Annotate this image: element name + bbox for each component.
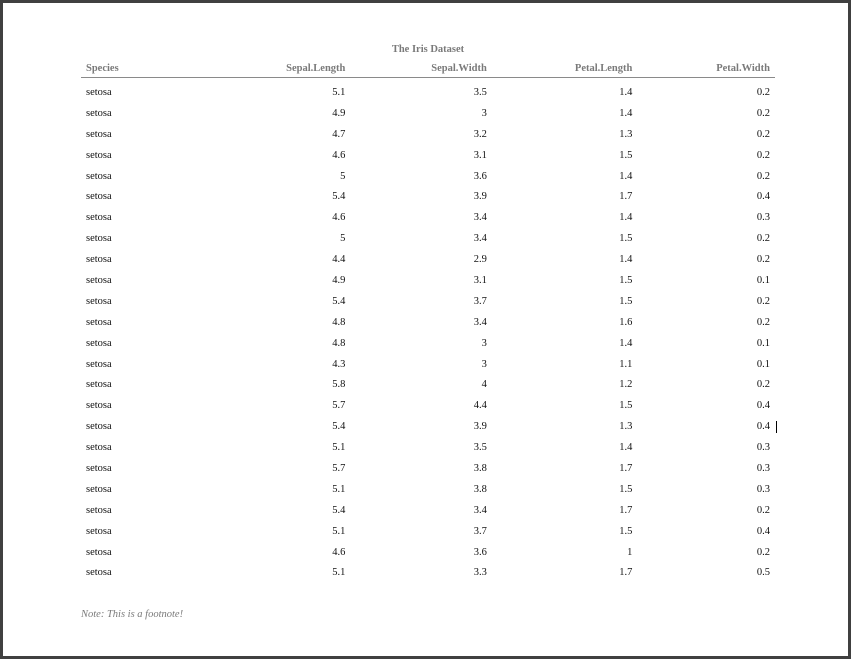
cell-sepal-length: 5.4 <box>332 421 346 433</box>
cell-petal-length: 1.5 <box>619 233 633 245</box>
table-row <box>81 500 775 521</box>
cell-sepal-length: 4.4 <box>332 254 346 266</box>
cell-sepal-length: 5 <box>340 170 346 182</box>
cell-sepal-length: 5.1 <box>332 483 346 495</box>
cell-sepal-length: 5.4 <box>332 191 346 203</box>
cell-species: setosa <box>86 462 112 474</box>
cell-sepal-length: 4.9 <box>332 107 346 119</box>
cell-petal-length: 1.5 <box>619 149 633 161</box>
cell-petal-width: 0.2 <box>756 86 770 98</box>
cell-species: setosa <box>86 400 112 412</box>
cell-species: setosa <box>86 421 112 433</box>
cell-petal-length: 1.1 <box>619 358 633 370</box>
cell-sepal-width: 3.8 <box>473 483 487 495</box>
cell-species: setosa <box>86 546 112 558</box>
cell-sepal-width: 3 <box>481 358 487 370</box>
cell-species: setosa <box>86 191 112 203</box>
table-header-row <box>81 60 775 78</box>
cell-sepal-width: 4.4 <box>473 400 487 412</box>
cell-petal-length: 1.4 <box>619 337 633 349</box>
cell-petal-width: 0.3 <box>756 483 770 495</box>
cell-petal-width: 0.2 <box>756 149 770 161</box>
cell-petal-length: 1.7 <box>619 191 633 203</box>
table-row <box>81 124 775 145</box>
cell-sepal-length: 4.8 <box>332 337 346 349</box>
cell-sepal-length: 5.1 <box>332 442 346 454</box>
cell-species: setosa <box>86 170 112 182</box>
cell-petal-width: 0.4 <box>756 525 770 537</box>
table-row <box>81 103 775 124</box>
cell-petal-width: 0.3 <box>756 212 770 224</box>
table-row <box>81 395 775 416</box>
cell-sepal-width: 3.1 <box>473 274 487 286</box>
cell-sepal-width: 3.4 <box>473 316 487 328</box>
cell-species: setosa <box>86 567 112 579</box>
cell-petal-width: 0.2 <box>756 316 770 328</box>
cell-sepal-width: 3.9 <box>473 191 487 203</box>
cell-petal-length: 1.5 <box>619 525 633 537</box>
cell-sepal-length: 4.7 <box>332 128 346 140</box>
table-row <box>81 479 775 500</box>
cell-species: setosa <box>86 525 112 537</box>
cell-sepal-length: 4.6 <box>332 546 346 558</box>
cell-sepal-length: 5.4 <box>332 295 346 307</box>
column-header-sepal-length: Sepal.Length <box>201 60 350 78</box>
cell-petal-width: 0.2 <box>756 379 770 391</box>
cell-petal-length: 1.3 <box>619 421 633 433</box>
table-row <box>81 270 775 291</box>
cell-sepal-width: 3.3 <box>473 567 487 579</box>
cell-sepal-length: 4.9 <box>332 274 346 286</box>
cell-sepal-width: 3 <box>481 337 487 349</box>
cell-species: setosa <box>86 274 112 286</box>
table-row <box>81 374 775 395</box>
table-row <box>81 207 775 228</box>
cell-petal-length: 1.7 <box>619 504 633 516</box>
cell-petal-length: 1.5 <box>619 295 633 307</box>
cell-species: setosa <box>86 149 112 161</box>
cell-sepal-width: 3.6 <box>473 170 487 182</box>
cell-sepal-width: 3.2 <box>473 128 487 140</box>
cell-petal-width: 0.2 <box>756 504 770 516</box>
cell-sepal-width: 3.6 <box>473 546 487 558</box>
table-row <box>81 437 775 458</box>
cell-species: setosa <box>86 295 112 307</box>
table-row <box>81 78 775 103</box>
cell-sepal-width: 3.5 <box>473 442 487 454</box>
table-row <box>81 458 775 479</box>
cell-petal-length: 1 <box>627 546 633 558</box>
cell-petal-length: 1.7 <box>619 567 633 579</box>
iris-table <box>81 60 775 583</box>
cell-petal-width: 0.1 <box>756 337 770 349</box>
table-row <box>81 542 775 563</box>
cell-species: setosa <box>86 86 112 98</box>
cell-petal-width: 0.1 <box>756 358 770 370</box>
cell-sepal-length: 5.1 <box>332 86 346 98</box>
cell-petal-width: 0.3 <box>756 462 770 474</box>
cell-sepal-width: 3.4 <box>473 504 487 516</box>
cell-petal-length: 1.5 <box>619 483 633 495</box>
cell-petal-width: 0.3 <box>756 442 770 454</box>
table-row <box>81 228 775 249</box>
cell-sepal-width: 3.9 <box>473 421 487 433</box>
column-header-petal-width: Petal.Width <box>637 60 775 78</box>
footnote: Note: This is a footnote! <box>81 609 184 620</box>
table-row <box>81 145 775 166</box>
cell-sepal-length: 4.3 <box>332 358 346 370</box>
table-row <box>81 521 775 542</box>
column-header-petal-length: Petal.Length <box>492 60 638 78</box>
cell-sepal-width: 2.9 <box>473 254 487 266</box>
cell-petal-width: 0.2 <box>756 295 770 307</box>
text-cursor <box>776 421 777 433</box>
cell-petal-length: 1.4 <box>619 442 633 454</box>
cell-sepal-width: 3.7 <box>473 525 487 537</box>
table-row <box>81 166 775 187</box>
cell-petal-length: 1.2 <box>619 379 633 391</box>
cell-petal-width: 0.2 <box>756 546 770 558</box>
cell-sepal-length: 5.7 <box>332 400 346 412</box>
cell-sepal-width: 3.4 <box>473 212 487 224</box>
cell-petal-length: 1.7 <box>619 462 633 474</box>
cell-sepal-width: 3.4 <box>473 233 487 245</box>
cell-sepal-length: 5.8 <box>332 379 346 391</box>
cell-species: setosa <box>86 212 112 224</box>
cell-petal-width: 0.2 <box>756 128 770 140</box>
table-row <box>81 562 775 583</box>
cell-sepal-length: 4.8 <box>332 316 346 328</box>
cell-species: setosa <box>86 504 112 516</box>
table-body <box>81 78 775 584</box>
cell-sepal-length: 5.1 <box>332 525 346 537</box>
cell-species: setosa <box>86 316 112 328</box>
cell-petal-length: 1.5 <box>619 274 633 286</box>
cell-petal-length: 1.4 <box>619 170 633 182</box>
cell-petal-width: 0.2 <box>756 254 770 266</box>
cell-petal-length: 1.4 <box>619 212 633 224</box>
cell-petal-width: 0.1 <box>756 274 770 286</box>
cell-species: setosa <box>86 233 112 245</box>
cell-petal-width: 0.4 <box>756 421 770 433</box>
cell-petal-width: 0.4 <box>756 191 770 203</box>
cell-species: setosa <box>86 128 112 140</box>
cell-petal-width: 0.5 <box>756 567 770 579</box>
cell-petal-width: 0.2 <box>756 107 770 119</box>
cell-petal-length: 1.4 <box>619 86 633 98</box>
cell-sepal-width: 4 <box>481 379 487 391</box>
cell-sepal-width: 3.7 <box>473 295 487 307</box>
cell-sepal-width: 3 <box>481 107 487 119</box>
cell-petal-length: 1.5 <box>619 400 633 412</box>
table-row <box>81 249 775 270</box>
cell-sepal-length: 5 <box>340 233 346 245</box>
cell-sepal-length: 4.6 <box>332 149 346 161</box>
cell-species: setosa <box>86 483 112 495</box>
table-row <box>81 291 775 312</box>
table-row <box>81 186 775 207</box>
cell-sepal-width: 3.8 <box>473 462 487 474</box>
cell-sepal-width: 3.1 <box>473 149 487 161</box>
cell-petal-width: 0.2 <box>756 170 770 182</box>
cell-petal-length: 1.3 <box>619 128 633 140</box>
table-row <box>81 416 775 437</box>
cell-sepal-width: 3.5 <box>473 86 487 98</box>
table-row <box>81 333 775 354</box>
table-row <box>81 354 775 375</box>
cell-species: setosa <box>86 358 112 370</box>
cell-petal-length: 1.4 <box>619 254 633 266</box>
column-header-sepal-width: Sepal.Width <box>350 60 491 78</box>
cell-petal-width: 0.2 <box>756 233 770 245</box>
cell-sepal-length: 5.7 <box>332 462 346 474</box>
cell-petal-length: 1.4 <box>619 107 633 119</box>
table-title: The Iris Dataset <box>391 44 465 55</box>
cell-species: setosa <box>86 379 112 391</box>
cell-sepal-length: 5.1 <box>332 567 346 579</box>
cell-sepal-length: 4.6 <box>332 212 346 224</box>
column-header-species: Species <box>81 60 201 78</box>
cell-petal-length: 1.6 <box>619 316 633 328</box>
table-row <box>81 312 775 333</box>
cell-species: setosa <box>86 107 112 119</box>
cell-species: setosa <box>86 337 112 349</box>
cell-sepal-length: 5.4 <box>332 504 346 516</box>
cell-species: setosa <box>86 254 112 266</box>
cell-petal-width: 0.4 <box>756 400 770 412</box>
cell-species: setosa <box>86 442 112 454</box>
